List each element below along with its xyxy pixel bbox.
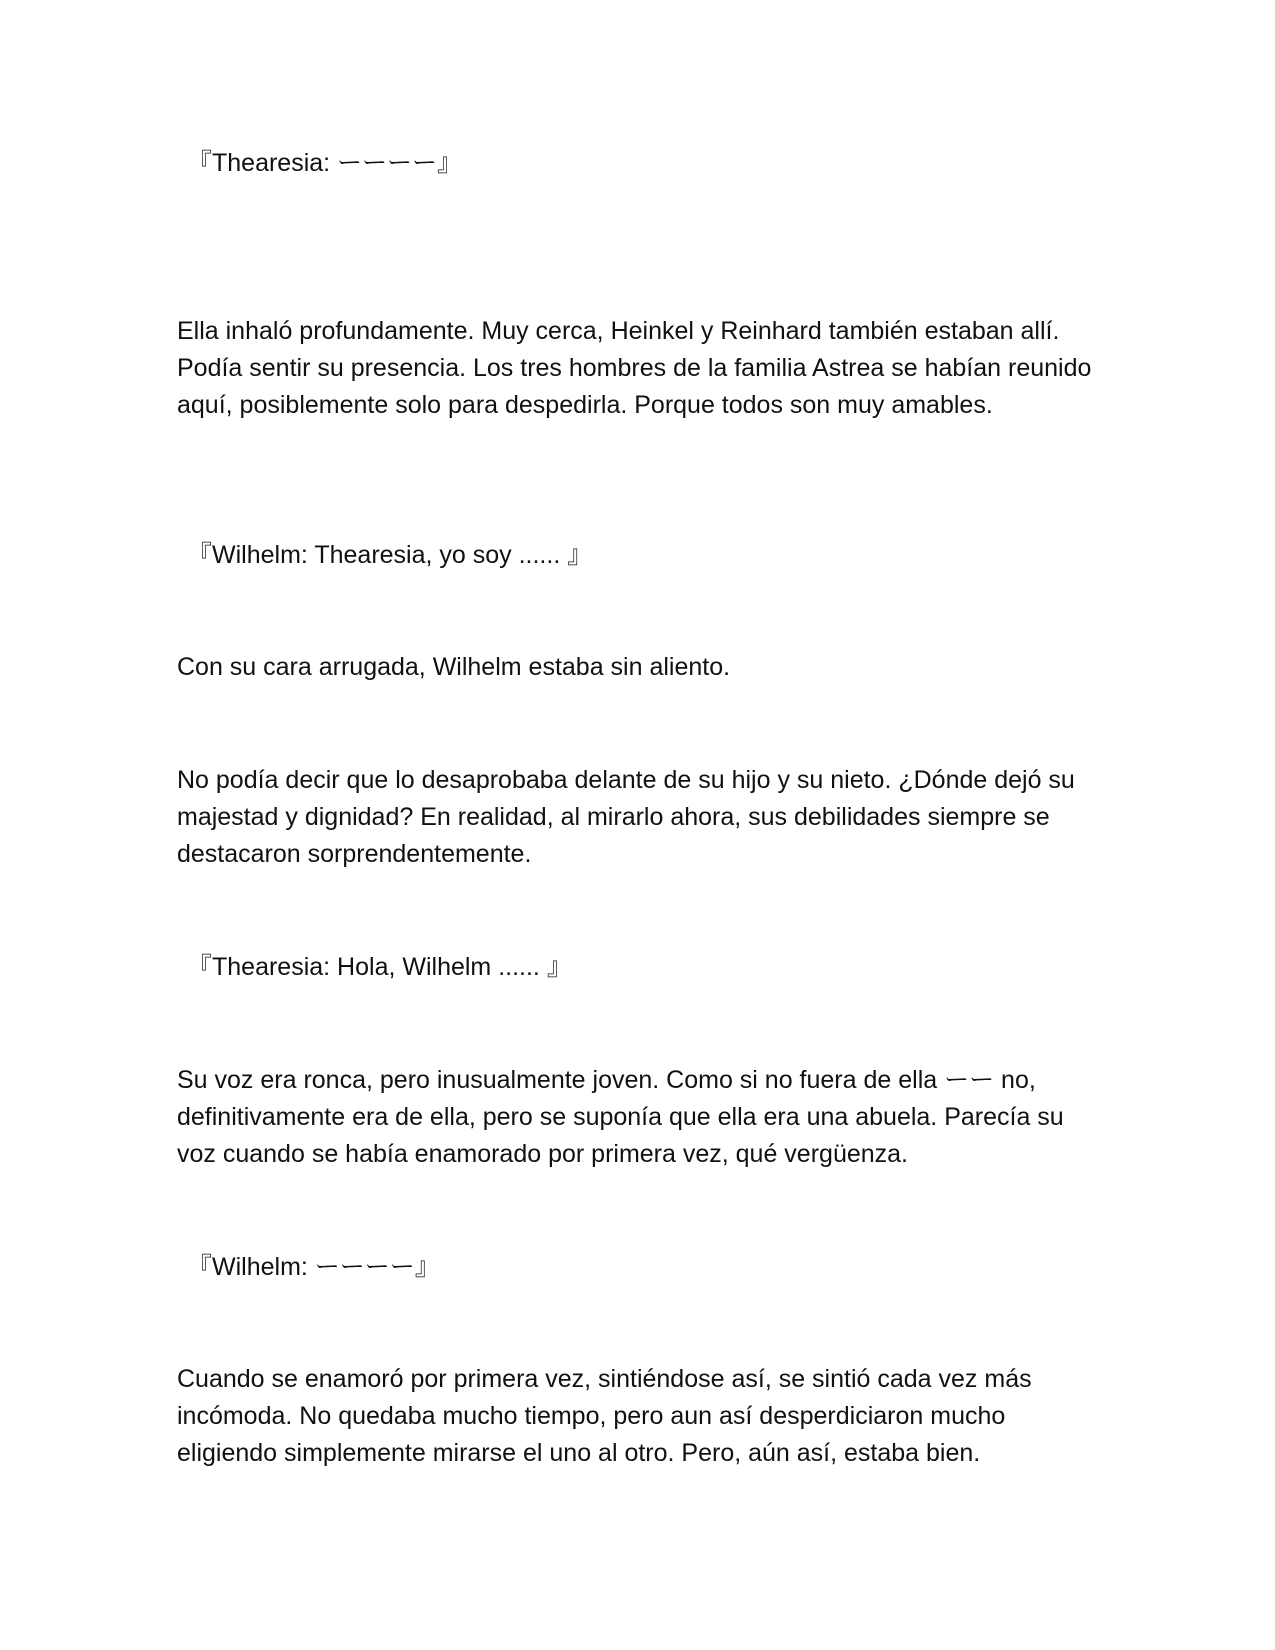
- narrative-paragraph: Ella inhaló profundamente. Muy cerca, Heinkel y Reinhard también estaban allí. Podía sentir su presencia. Los tres hombres de la familia Astrea se habían reunido aquí, posiblemente solo para despedirla. Porque todos son muy amables.: [177, 317, 1092, 419]
- narrative-paragraph: Su voz era ronca, pero inusualmente joven. Como si no fuera de ella ーー no, definitivamente era de ella, pero se suponía que ella era una abuela. Parecía su voz cuando se había enamorado por primera vez, qué vergüenza.: [177, 1066, 1064, 1168]
- dialogue-line: 『Thearesia: Hola, Wilhelm ...... 』: [187, 953, 572, 981]
- narrative-paragraph: Cuando se enamoró por primera vez, sintiéndose así, se sintió cada vez más incómoda. No quedaba mucho tiempo, pero aun así desperdiciaron mucho eligiendo simplemente mirarse el uno al otro. Pero, aún así, estaba bien.: [177, 1365, 1032, 1467]
- dialogue-line: 『Thearesia: ーーーー』: [187, 149, 463, 177]
- dialogue-line: 『Wilhelm: Thearesia, yo soy ...... 』: [187, 541, 593, 569]
- narrative-paragraph: Con su cara arrugada, Wilhelm estaba sin aliento.: [177, 653, 731, 681]
- dialogue-line: 『Wilhelm: ーーーー』: [187, 1253, 440, 1281]
- narrative-paragraph: No podía decir que lo desaprobaba delante de su hijo y su nieto. ¿Dónde dejó su majestad y dignidad? En realidad, al mirarlo ahora, sus debilidades siempre se destacaron sorprendentemente.: [177, 766, 1075, 868]
